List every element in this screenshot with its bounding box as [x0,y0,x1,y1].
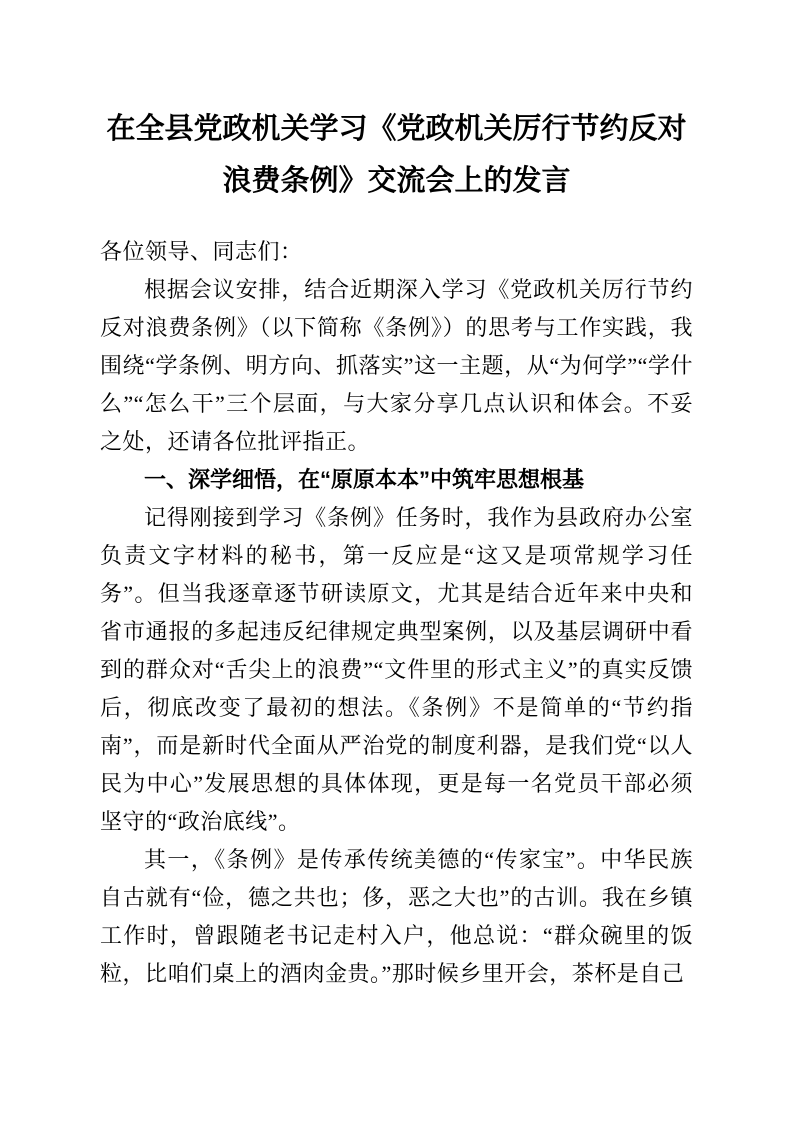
document-title [100,103,693,207]
paragraph-body: 记得刚接到学习《条例》任务时，我作为县政府办公室负责文字材料的秘书，第一反应是“这又是项常规学习任务”。但当我逐章逐节研读原文，尤其是结合近年来中央和省市通报的多起违反纪律规定典型案例，以及基层调研中看到的群众对“舌尖上的浪费”“文件里的形式主义”的真实反馈后，彻底改变了最初的想法。《条例》不是简单的“节约指南”，而是新时代全面从严治党的制度利器，是我们党“以人民为中心”发展思想的具体体现，更是每一名党员干部必须坚守的“政治底线”。 [100,505,693,834]
paragraph-body: 根据会议安排，结合近期深入学习《党政机关厉行节约反对浪费条例》（以下简称《条例》）的思考与工作实践，我围绕“学条例、明方向、抓落实”这一主题，从“为何学”“学什么”“怎么干”三个层面，与大家分享几点认识和体会。不妥之处，还请各位批评指正。 [100,277,693,454]
document-title-line-1: 在全县党政机关学习《党政机关厉行节约反对 [106,113,687,145]
document-body [100,233,693,993]
paragraph-body: 其一，《条例》是传承传统美德的“传家宝”。中华民族自古就有“俭，德之共也；侈，恶之大也”的古训。我在乡镇工作时，曾跟随老书记走村入户，他总说：“群众碗里的饭粒，比咱们桌上的酒肉金贵。”那时候乡里开会，茶杯是自己 [100,847,693,986]
paragraph-heading: 一、深学细悟，在“原原本本”中筑牢思想根基 [144,467,585,492]
paragraph-salutation: 各位领导、同志们： [100,239,303,264]
document-title-line-2: 浪费条例》交流会上的发言 [222,165,571,197]
